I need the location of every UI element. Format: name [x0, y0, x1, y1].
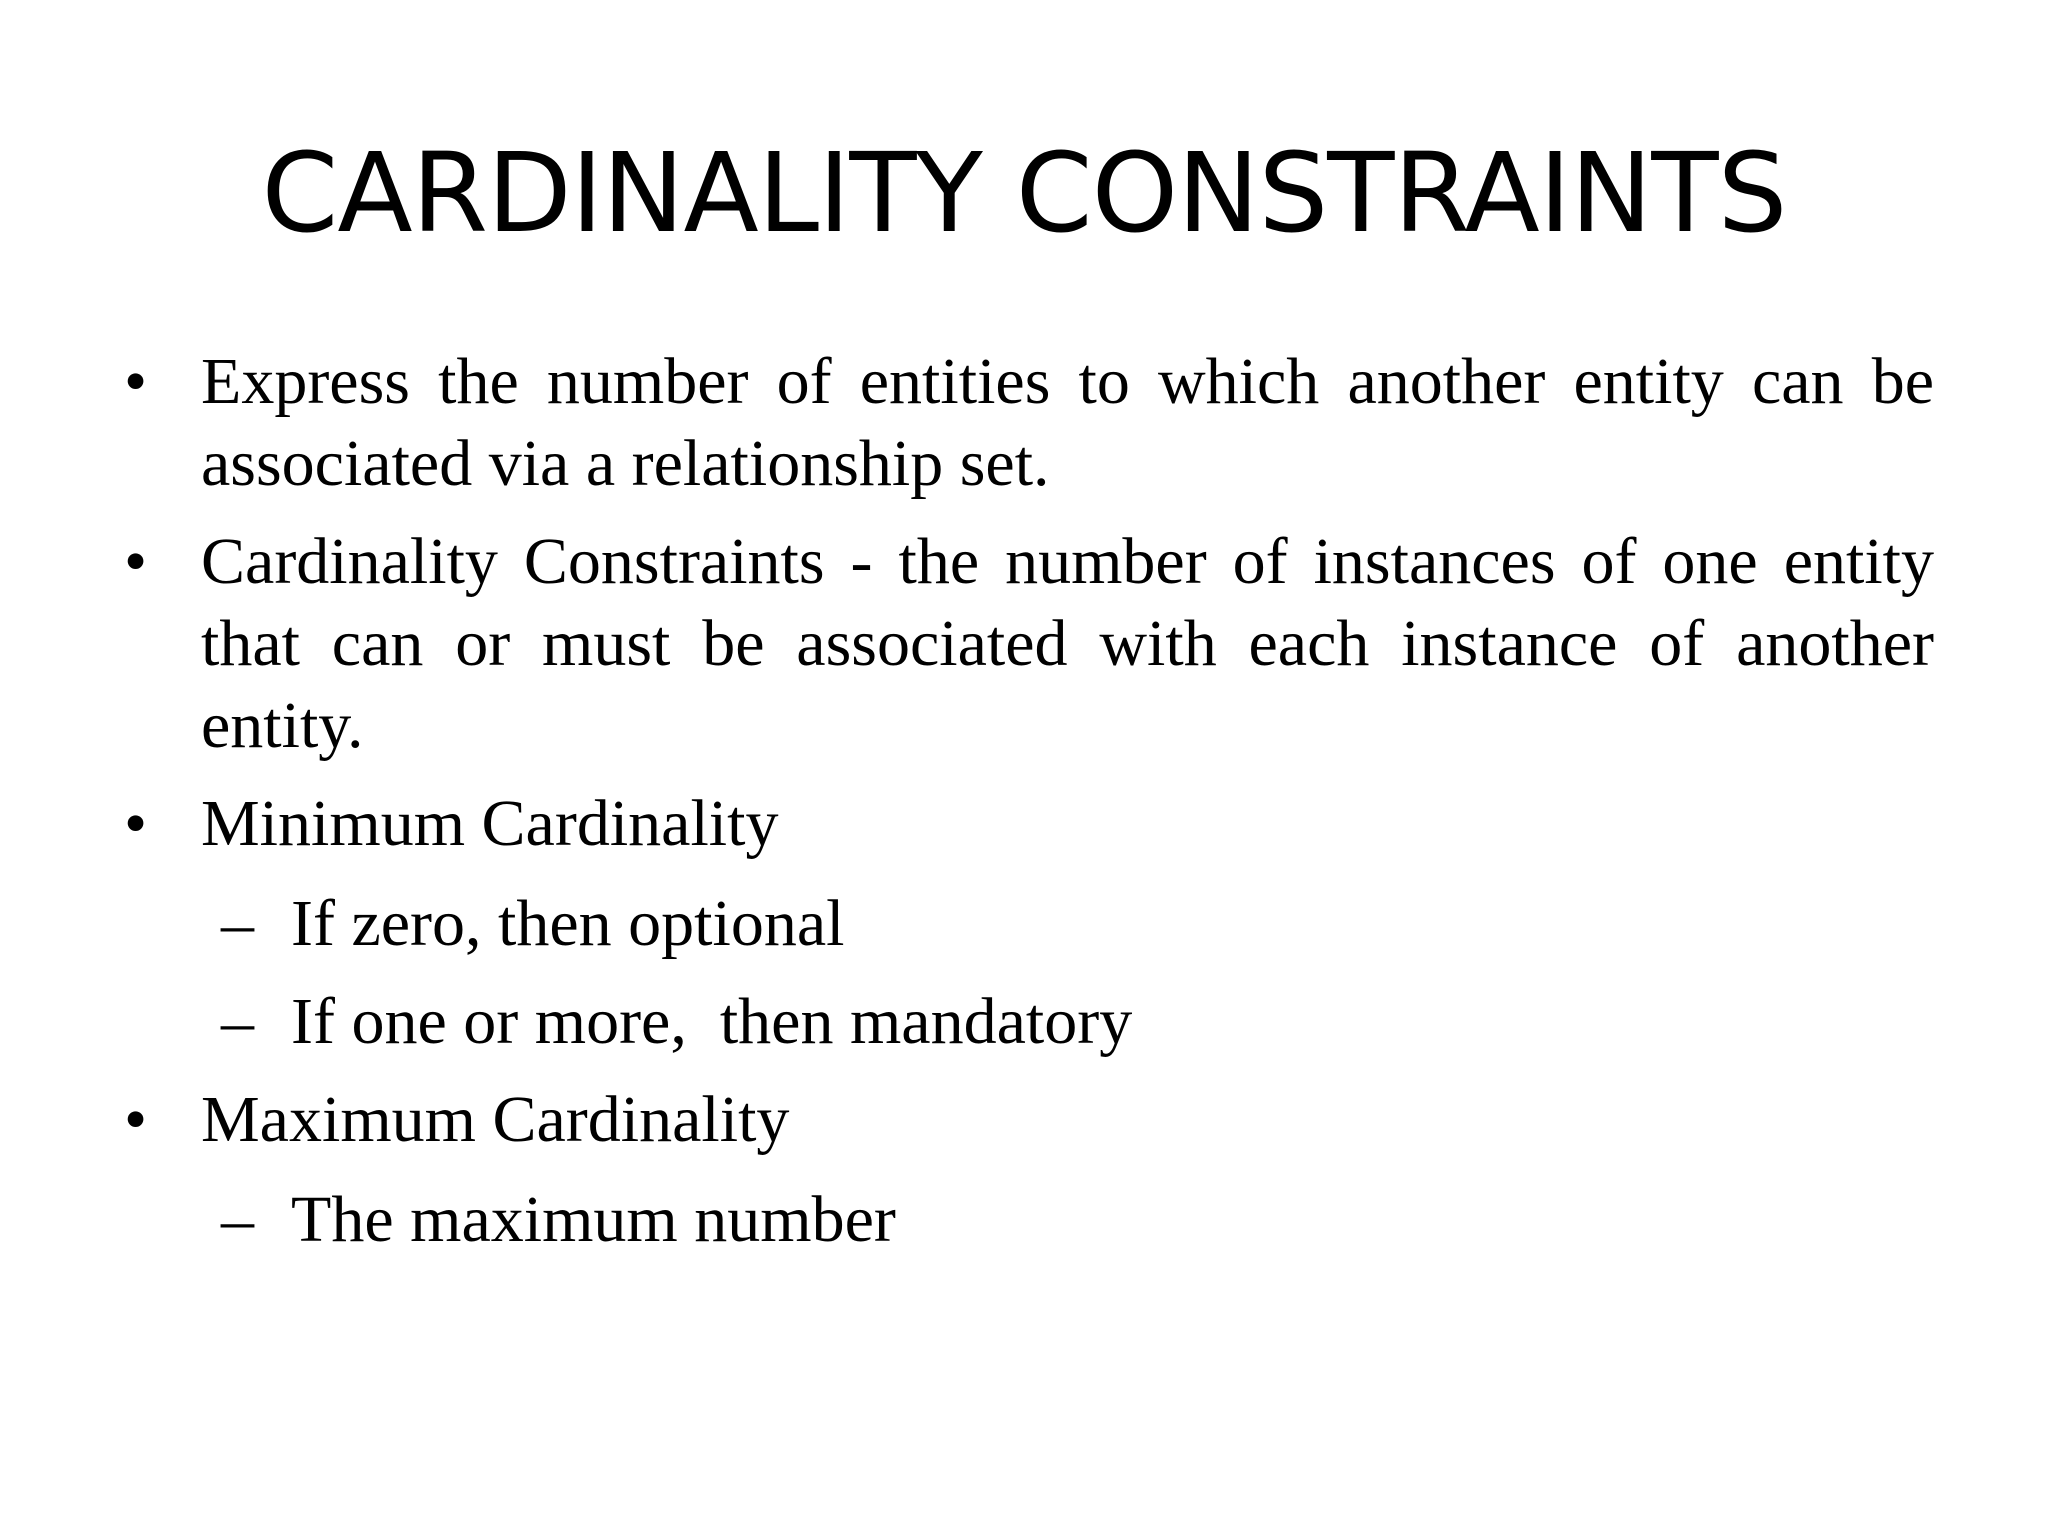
subitem-marker: –	[221, 887, 254, 960]
subitem-marker: –	[221, 1183, 254, 1256]
subitem-text: If zero, then optional	[291, 887, 845, 960]
bullet-1-line-1: Express the number of entities to which another entity can be	[201, 345, 1934, 418]
bullet-4-text: Maximum Cardinality	[201, 1083, 790, 1156]
bullet-1-line-2: associated via a relationship set.	[201, 427, 1050, 500]
bullet-marker: •	[124, 525, 148, 598]
bullet-2-line-2: that can or must be associated with each instance of another	[201, 607, 1934, 680]
bullet-3-text: Minimum Cardinality	[201, 787, 779, 860]
bullet-marker: •	[124, 787, 148, 860]
bullet-2-line-3: entity.	[201, 689, 364, 762]
subitem-text: If one or more, then mandatory	[291, 985, 1133, 1058]
subitem-marker: –	[221, 985, 254, 1058]
bullet-marker: •	[124, 345, 148, 418]
slide-title: CARDINALITY CONSTRAINTS	[261, 129, 1787, 257]
bullet-2-line-1: Cardinality Constraints - the number of instances of one entity	[201, 525, 1934, 598]
bullet-marker: •	[124, 1083, 148, 1156]
subitem-text: The maximum number	[291, 1183, 896, 1256]
